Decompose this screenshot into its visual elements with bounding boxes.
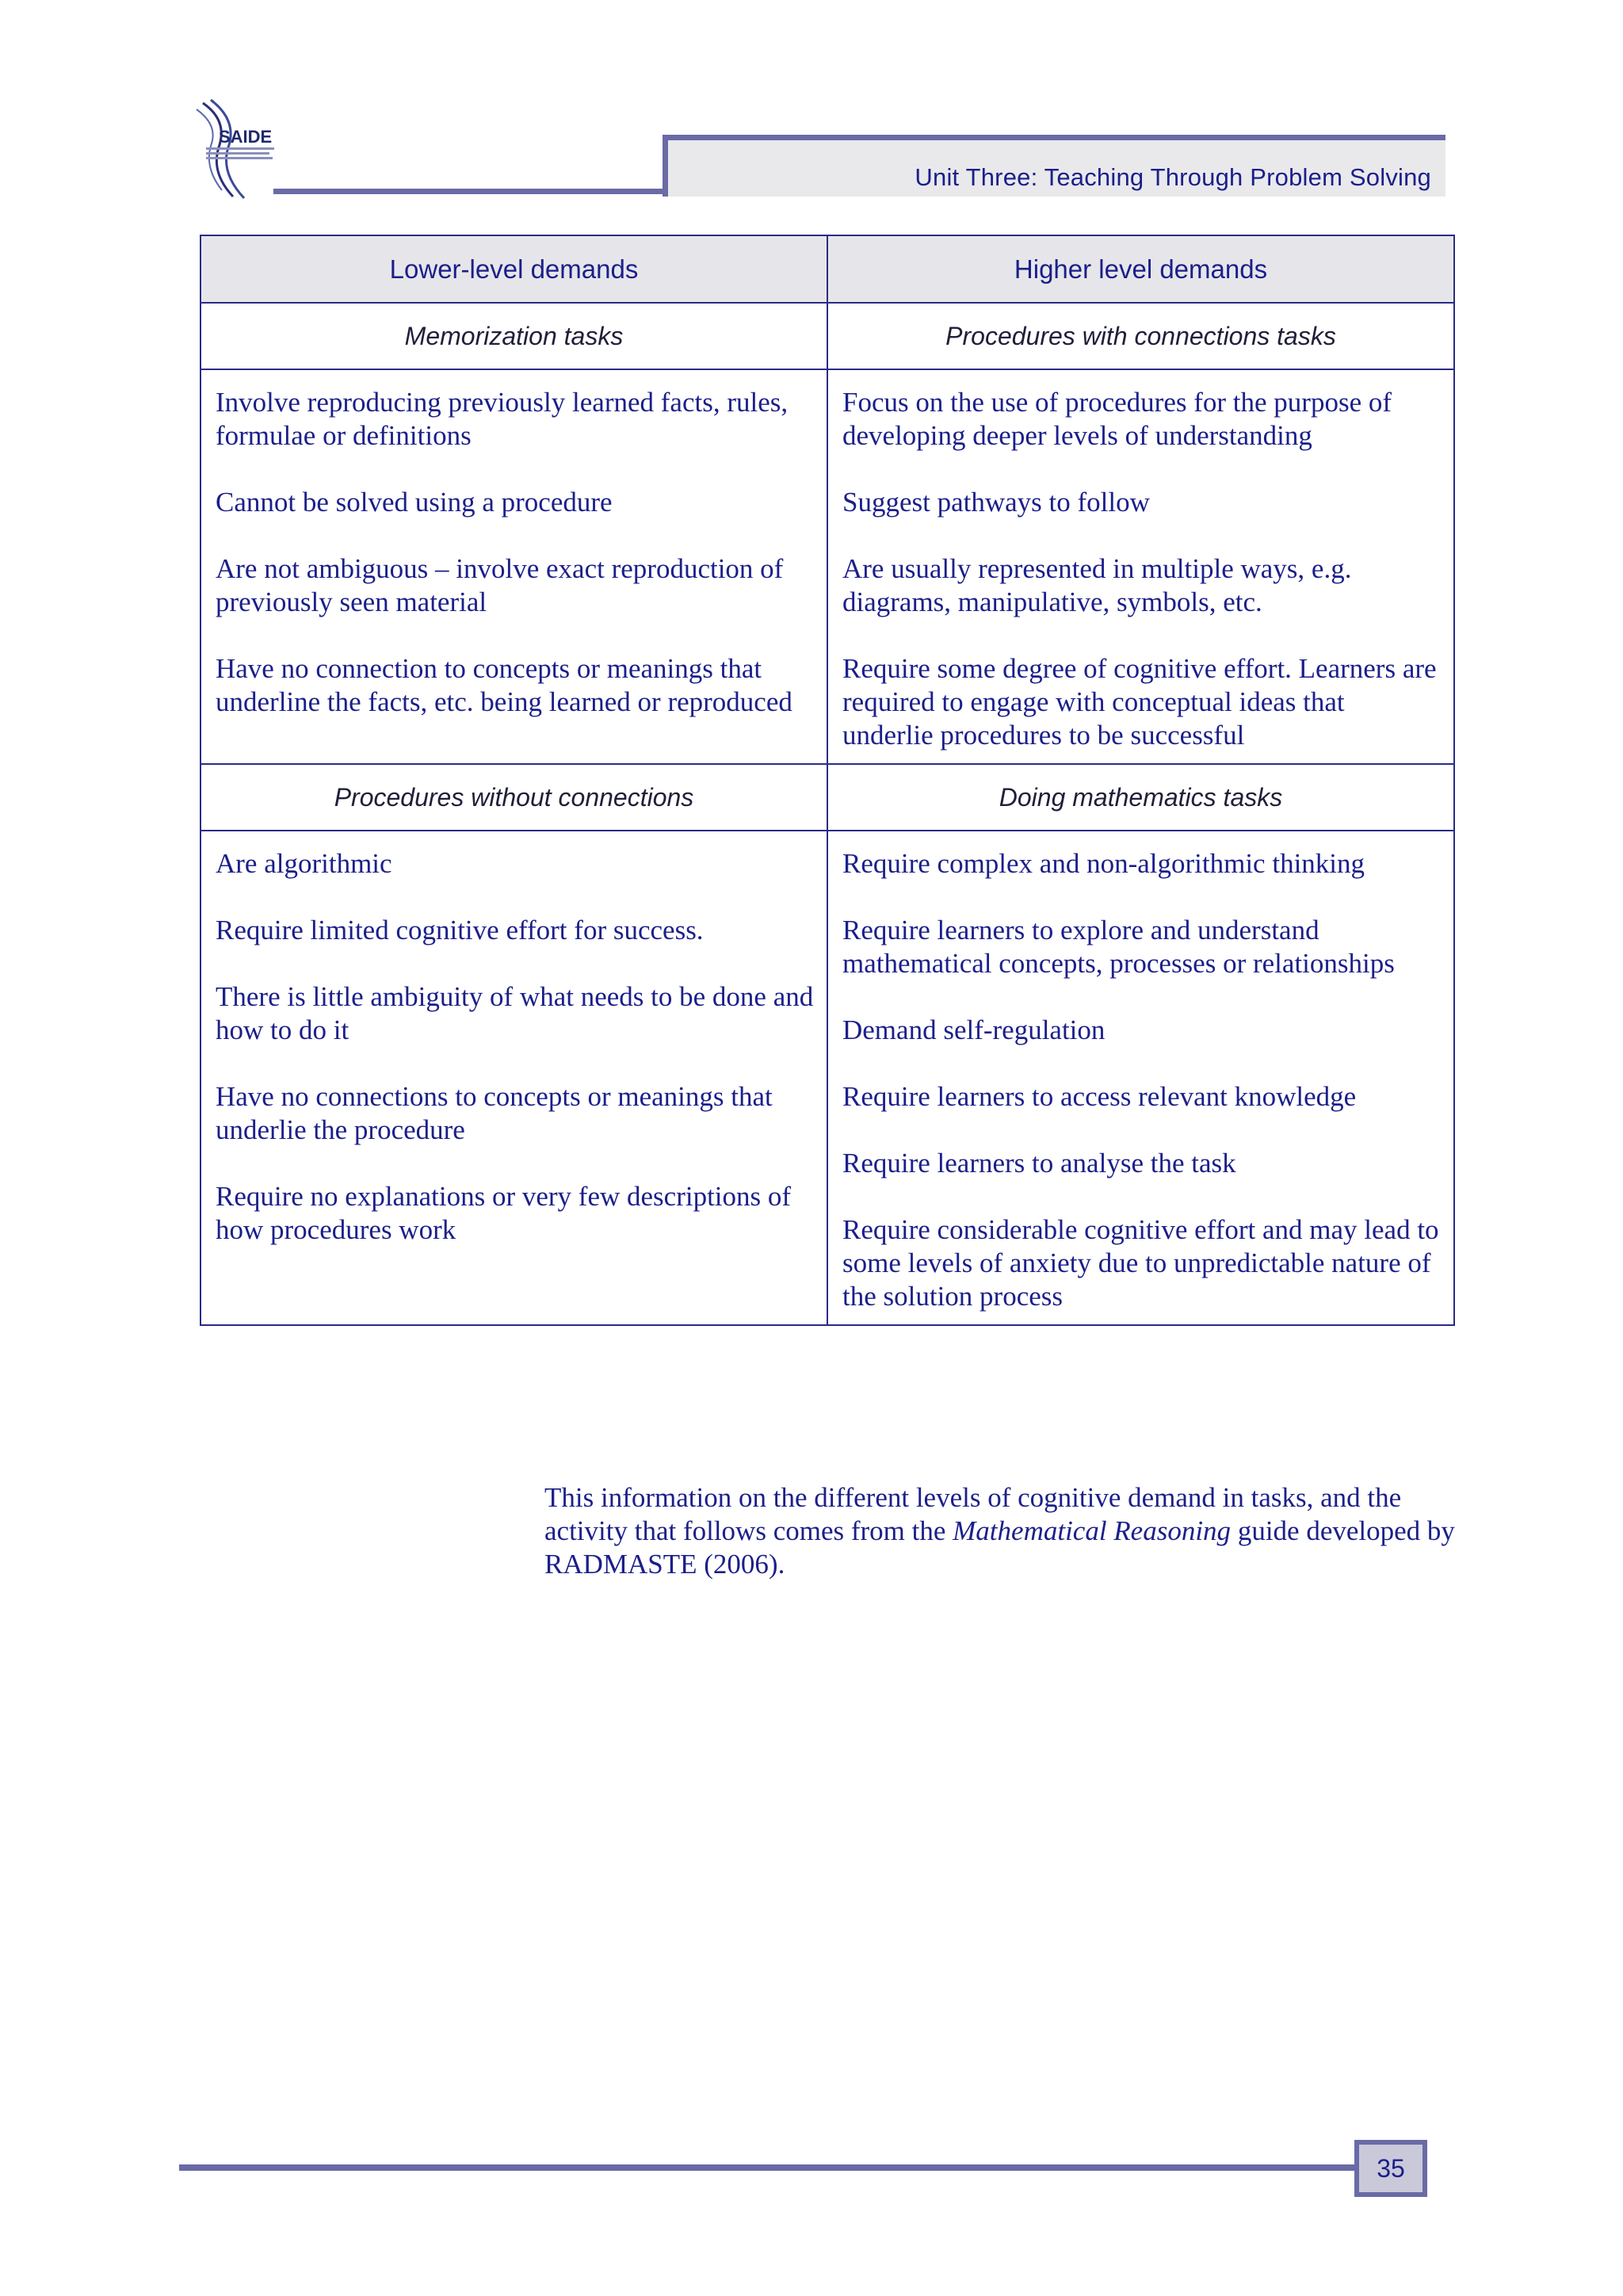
list-item: Have no connection to concepts or meanings that underline the facts, etc. being learned or reproduced (216, 653, 792, 717)
list-item: Require complex and non-algorithmic thinking (842, 848, 1365, 879)
column-header-lower: Lower-level demands (200, 235, 827, 303)
section-heading-higher: Doing mathematics tasks (827, 764, 1454, 831)
list-item: Require some degree of cognitive effort. Learners are required to engage with conceptual ideas that underlie procedures to be successful (842, 653, 1437, 751)
list-item: Demand self-regulation (842, 1014, 1106, 1045)
list-item: Involve reproducing previously learned facts, rules, formulae or definitions (216, 387, 789, 451)
table-row (200, 831, 1454, 1325)
list-item: Cannot be solved using a procedure (216, 487, 613, 518)
lower-items-cell (200, 831, 827, 1325)
list-item: Focus on the use of procedures for the purpose of developing deeper levels of understanding (842, 387, 1392, 451)
guide-title: Mathematical Reasoning (953, 1515, 1232, 1546)
saide-logo (187, 97, 281, 201)
header-rule (273, 189, 667, 194)
list-item: Are algorithmic (216, 848, 392, 879)
page-number: 35 (1354, 2140, 1427, 2197)
list-item: Are usually represented in multiple ways, e.g. diagrams, manipulative, symbols, etc. (842, 553, 1352, 617)
section-heading-lower: Procedures without connections (200, 764, 827, 831)
list-item: There is little ambiguity of what needs to be done and how to do it (216, 981, 814, 1045)
lower-items-cell (200, 369, 827, 764)
list-item: Are not ambiguous – involve exact reproduction of previously seen material (216, 553, 784, 617)
section-heading-row (200, 303, 1454, 369)
list-item: Require no explanations or very few descriptions of how procedures work (216, 1181, 792, 1245)
list-item: Have no connections to concepts or meanings that underlie the procedure (216, 1081, 773, 1145)
list-item: Suggest pathways to follow (842, 487, 1150, 518)
footer-rule (179, 2164, 1356, 2171)
svg-text:SAIDE: SAIDE (219, 127, 273, 147)
table-row (200, 369, 1454, 764)
note-text-before: This information on the different levels of cognitive demand in tasks, and the activity that follows comes from the (544, 1482, 1402, 1546)
header-tab (663, 135, 1445, 197)
list-item: Require learners to access relevant knowledge (842, 1081, 1357, 1112)
list-item: Require considerable cognitive effort and may lead to some levels of anxiety due to unpredictable nature of the solution process (842, 1214, 1439, 1312)
list-item: Require learners to explore and understand mathematical concepts, processes or relationships (842, 915, 1395, 979)
table-header-row (200, 235, 1454, 303)
list-item: Require learners to analyse the task (842, 1148, 1236, 1179)
list-item: Require limited cognitive effort for success. (216, 915, 704, 946)
higher-items-cell (827, 369, 1454, 764)
source-note (544, 1481, 1456, 1581)
higher-items-cell (827, 831, 1454, 1325)
section-heading-higher: Procedures with connections tasks (827, 303, 1454, 369)
note-text-after: guide developed by RADMASTE (2006). (544, 1515, 1455, 1580)
cognitive-demand-table (200, 235, 1455, 1326)
section-heading-lower: Memorization tasks (200, 303, 827, 369)
unit-title: Unit Three: Teaching Through Problem Solving (915, 163, 1431, 191)
section-heading-row (200, 764, 1454, 831)
column-header-higher: Higher level demands (827, 235, 1454, 303)
